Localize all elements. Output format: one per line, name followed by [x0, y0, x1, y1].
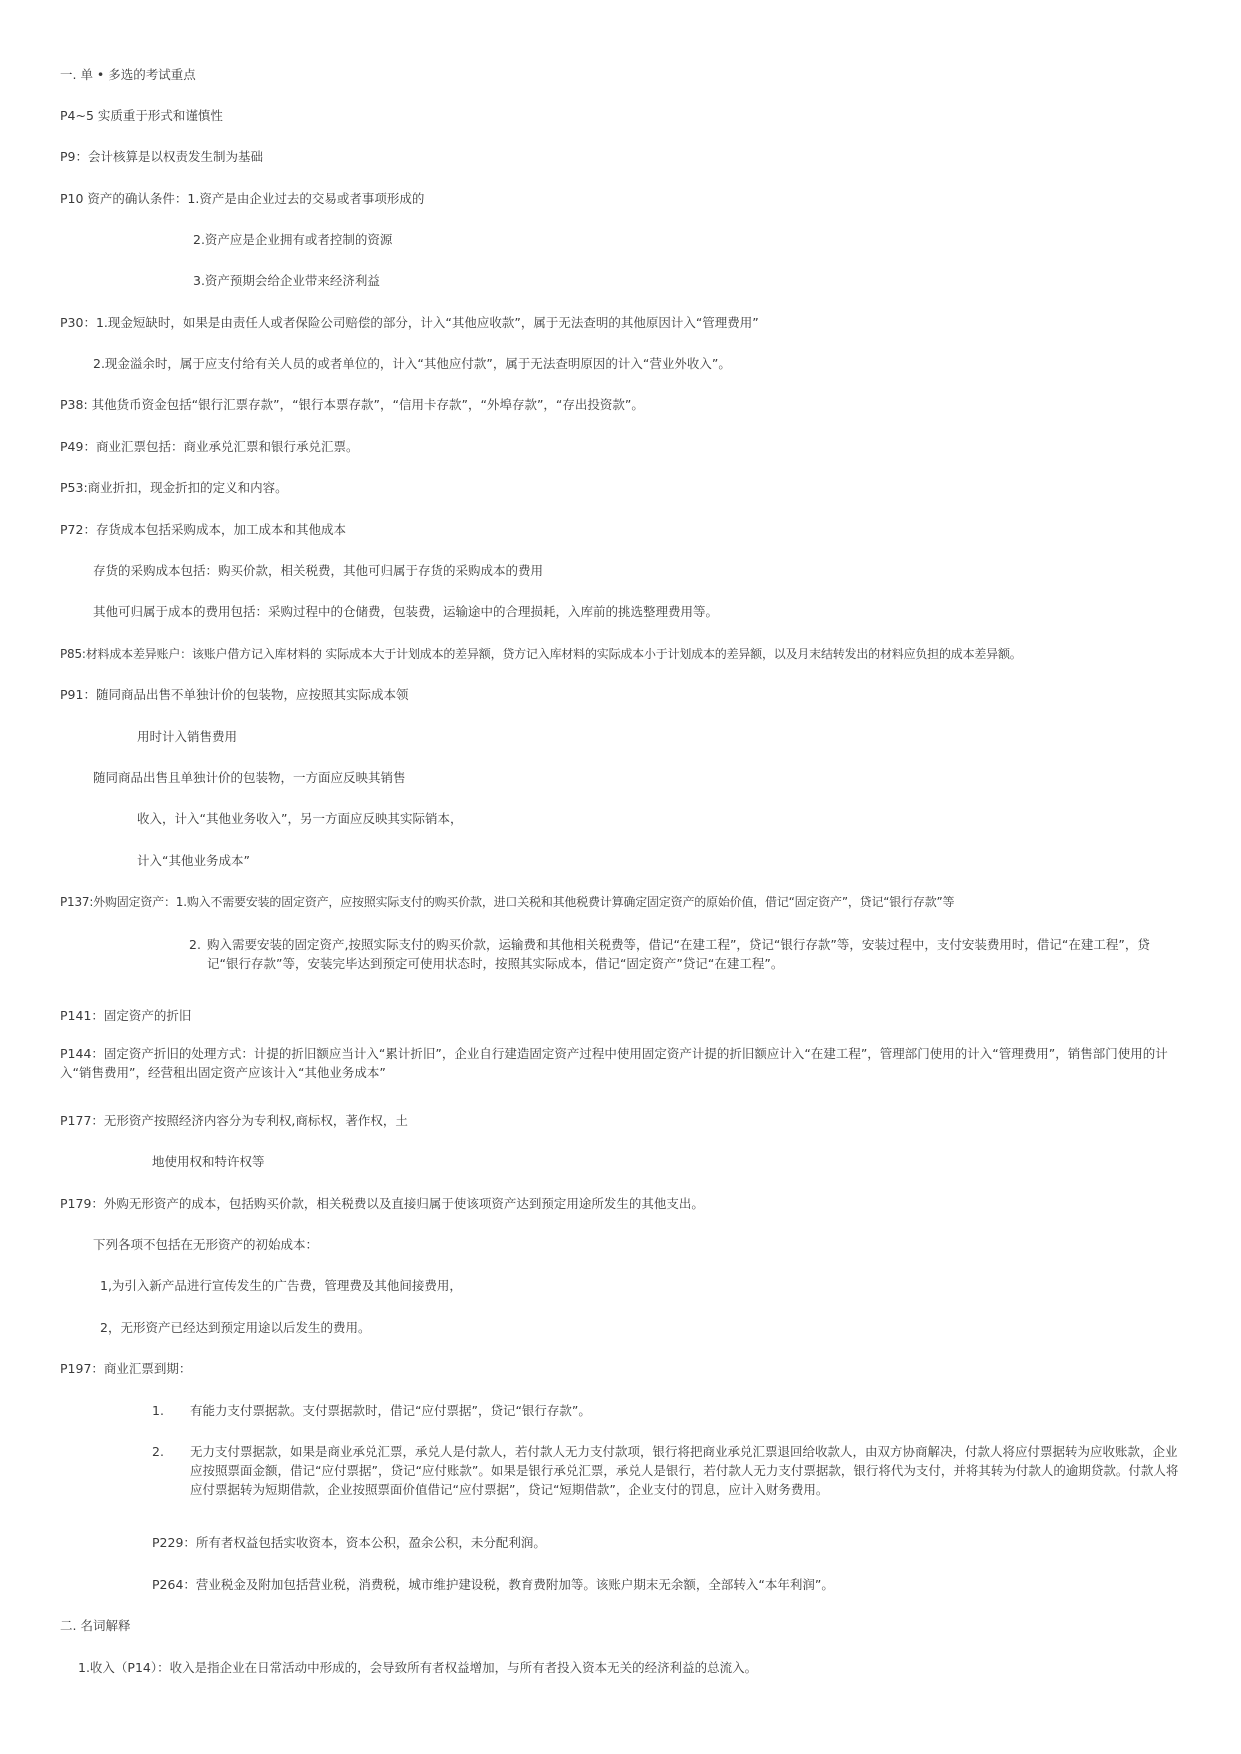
text-line: 收入，计入“其他业务收入”，另一方面应反映其实际销本， — [137, 811, 463, 826]
text-line: 1,为引入新产品进行宣传发生的广告费，管理费及其他间接费用， — [100, 1278, 462, 1293]
text-line: P91：随同商品出售不单独计价的包装物，应按照其实际成本领 — [60, 687, 409, 702]
text-line: P229：所有者权益包括实收资本，资本公积，盈余公积，未分配利润。 — [152, 1535, 546, 1550]
list-number: 2. — [152, 1444, 164, 1459]
text-line: P38: 其他货币资金包括“银行汇票存款”，“银行本票存款”，“信用卡存款”，“外埠存款”，“存出投资款”。 — [60, 397, 644, 412]
text-line: P49：商业汇票包括：商业承兑汇票和银行承兑汇票。 — [60, 439, 359, 454]
text-line: P137:外购固定资产：1.购入不需要安装的固定资产，应按照实际支付的购买价款，进口关税和其他税费计算确定固定资产的原始价值，借记“固定资产”，贷记“银行存款”等 — [60, 895, 955, 909]
text-line: P85:材料成本差异账户：该账户借方记入库材料的 实际成本大于计划成本的差异额，贷方记入库材料的实际成本小于计划成本的差异额，以及月末结转发出的材料应负担的成本差异额。 — [60, 647, 1022, 661]
text-line: P9：会计核算是以权责发生制为基础 — [60, 149, 263, 164]
text-line: P141：固定资产的折旧 — [60, 1008, 192, 1023]
text-line: 下列各项不包括在无形资产的初始成本： — [93, 1237, 319, 1252]
text-line: P72：存货成本包括采购成本，加工成本和其他成本 — [60, 522, 346, 537]
text-line: 1.收入（P14）：收入是指企业在日常活动中形成的，会导致所有者权益增加，与所有者投入资本无关的经济利益的总流入。 — [78, 1660, 758, 1675]
text-line: 2.资产应是企业拥有或者控制的资源 — [193, 232, 393, 247]
section-heading-1: 一. 单 • 多选的考试重点 — [60, 67, 196, 82]
list-item-text: 无力支付票据款，如果是商业承兑汇票，承兑人是付款人，若付款人无力支付款项，银行将把商业承兑汇票退回给收款人，由双方协商解决，付款人将应付票据转为应收账款，企业应按照票面金额，借记“应付票据”，贷记“应付账款”。如果是银行承兑汇票，承兑人是银行，若付款人无力支付票据款，银行将代为支付，并将其转为付款人的逾期贷款。付款人将应付票据转为短期借款，企业按照票面价值借记“应付票据”，贷记“短期借款”，企业支付的罚息，应计入财务费用。 — [190, 1444, 1179, 1497]
text-line: 地使用权和特许权等 — [152, 1154, 265, 1169]
text-line: P264：营业税金及附加包括营业税，消费税，城市维护建设税，教育费附加等。该账户期末无余额，全部转入“本年利润”。 — [152, 1577, 834, 1592]
list-item-text: 有能力支付票据款。支付票据款时，借记“应付票据”，贷记“银行存款”。 — [190, 1403, 591, 1418]
text-line: P53:商业折扣，现金折扣的定义和内容。 — [60, 480, 288, 495]
text-line: 计入“其他业务成本” — [137, 853, 250, 868]
text-line: P179：外购无形资产的成本，包括购买价款，相关税费以及直接归属于使该项资产达到预定用途所发生的其他支出。 — [60, 1196, 704, 1211]
list-number: 2. — [189, 937, 201, 952]
text-line: 存货的采购成本包括：购买价款，相关税费，其他可归属于存货的采购成本的费用 — [93, 563, 544, 578]
text-line: 2.现金溢余时，属于应支付给有关人员的或者单位的，计入“其他应付款”，属于无法查明原因的计入“营业外收入”。 — [93, 356, 731, 371]
text-line: 3.资产预期会给企业带来经济利益 — [193, 273, 380, 288]
list-item-text: 购入需要安装的固定资产,按照实际支付的购买价款，运输费和其他相关税费等，借记“在建工程”，贷记“银行存款”等，安装过程中，支付安装费用时，借记“在建工程”，贷记“银行存款”等，安装完毕达到预定可使用状态时，按照其实际成本，借记“固定资产”贷记“在建工程”。 — [207, 937, 1150, 971]
text-line: 用时计入销售费用 — [137, 729, 238, 744]
text-line: P177：无形资产按照经济内容分为专利权,商标权，著作权，土 — [60, 1113, 408, 1128]
text-line: P4~5 实质重于形式和谨慎性 — [60, 108, 223, 123]
text-line: P197：商业汇票到期： — [60, 1361, 192, 1376]
text-line: P30：1.现金短缺时，如果是由责任人或者保险公司赔偿的部分，计入“其他应收款”，属于无法查明的其他原因计入“管理费用” — [60, 315, 759, 330]
text-line: 随同商品出售且单独计价的包装物，一方面应反映其销售 — [93, 770, 406, 785]
list-number: 1. — [152, 1403, 164, 1418]
section-heading-2: 二. 名词解释 — [60, 1618, 131, 1633]
p144-paragraph — [60, 1044, 1177, 1082]
text-line: 其他可归属于成本的费用包括：采购过程中的仓储费，包装费，运输途中的合理损耗，入库前的挑选整理费用等。 — [93, 604, 719, 619]
text-line: 2，无形资产已经达到预定用途以后发生的费用。 — [100, 1320, 371, 1335]
p144-label: P144：固定资产折旧的处理方式： — [60, 1046, 254, 1061]
p144-text: 计提的折旧额应当计入“累计折旧”，企业自行建造固定资产过程中使用固定资产计提的折旧额应计入“在建工程”，管理部门使用的计入“管理费用”，销售部门使用的计入“销售费用”，经营租出固定资产应该计入“其他业务成本” — [60, 1046, 1168, 1080]
text-line: P10 资产的确认条件：1.资产是由企业过去的交易或者事项形成的 — [60, 191, 425, 206]
